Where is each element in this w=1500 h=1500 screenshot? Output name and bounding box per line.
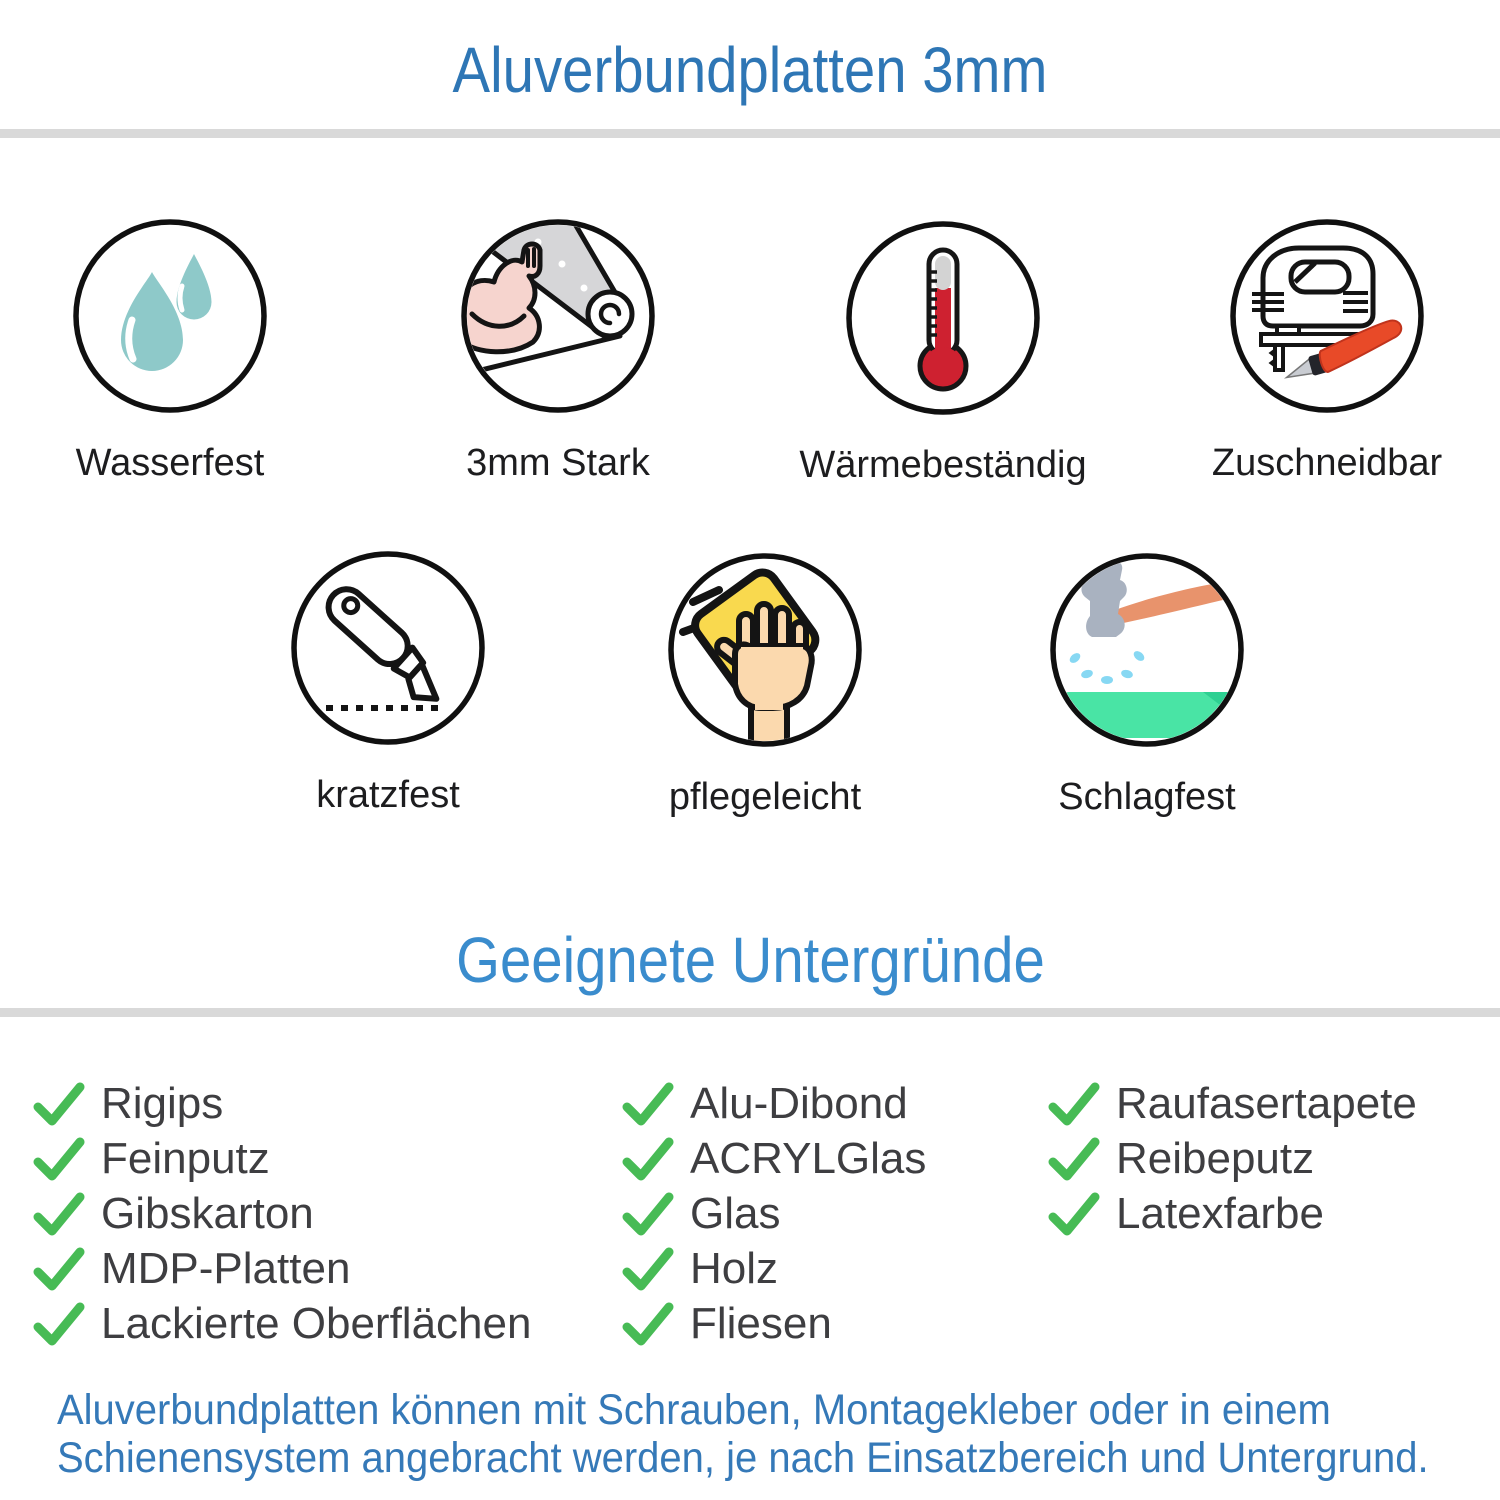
list-item: [622, 1241, 926, 1296]
list-item: [33, 1296, 531, 1351]
check-icon: [622, 1137, 674, 1181]
check-icon: [622, 1082, 674, 1126]
section-title: [0, 924, 1500, 996]
check-icon: [33, 1082, 85, 1126]
list-item-label: Lackierte Oberflächen: [101, 1298, 532, 1348]
feature-label: pflegeleicht: [668, 776, 862, 818]
mounting-note-line-2: Schienensystem angebracht werden, je nach Einsatzbereich und Untergrund.: [57, 1434, 1429, 1482]
list-item-label: Glas: [690, 1188, 781, 1238]
cleaning-hand-icon: [665, 550, 865, 750]
substrate-column-3: [1048, 1076, 1417, 1241]
check-icon: [33, 1192, 85, 1236]
list-item: [622, 1076, 926, 1131]
thermometer-icon: [843, 218, 1043, 418]
page-title-text: Aluverbundplatten 3mm: [452, 34, 1048, 106]
list-item: [622, 1296, 926, 1351]
feature-waermebestaendig: [799, 218, 1087, 487]
list-item-label: MDP-Platten: [101, 1243, 351, 1293]
water-drops-icon: [70, 216, 270, 416]
muscle-arm-icon: [458, 216, 658, 416]
feature-wasserfest: [30, 216, 310, 485]
list-item: [1048, 1076, 1417, 1131]
section-title-text: Geeignete Untergründe: [455, 924, 1045, 996]
feature-schlagfest: [1007, 550, 1287, 819]
list-item-label: Latexfarbe: [1116, 1188, 1324, 1238]
check-icon: [1048, 1192, 1100, 1236]
feature-label: kratzfest: [316, 774, 460, 816]
check-icon: [622, 1192, 674, 1236]
substrate-column-1: [33, 1076, 531, 1351]
check-icon: [33, 1302, 85, 1346]
list-item-label: ACRYLGlas: [690, 1133, 927, 1183]
divider-bar: [0, 1008, 1500, 1017]
feature-pflegeleicht: [625, 550, 905, 819]
check-icon: [1048, 1082, 1100, 1126]
check-icon: [622, 1247, 674, 1291]
jigsaw-icon: [1227, 216, 1427, 416]
list-item-label: Rigips: [101, 1078, 224, 1128]
feature-label: 3mm Stark: [466, 442, 650, 484]
list-item-label: Raufasertapete: [1116, 1078, 1417, 1128]
list-item-label: Reibeputz: [1116, 1133, 1315, 1183]
check-icon: [622, 1302, 674, 1346]
list-item-label: Holz: [690, 1243, 779, 1293]
list-item-label: Fliesen: [690, 1298, 832, 1348]
list-item-label: Alu-Dibond: [690, 1078, 908, 1128]
check-icon: [1048, 1137, 1100, 1181]
mounting-note-line-1: Aluverbundplatten können mit Schrauben, Montagekleber oder in einem: [57, 1386, 1331, 1434]
list-item: [33, 1186, 531, 1241]
list-item: [622, 1186, 926, 1241]
feature-label: Zuschneidbar: [1211, 442, 1443, 484]
list-item-label: Feinputz: [101, 1133, 270, 1183]
hammer-icon: [1047, 550, 1247, 750]
feature-3mm-stark: [418, 216, 698, 485]
list-item: [33, 1241, 531, 1296]
list-item: [1048, 1186, 1417, 1241]
feature-kratzfest: [248, 548, 528, 817]
utility-knife-icon: [288, 548, 488, 748]
feature-label: Wasserfest: [75, 442, 265, 484]
check-icon: [33, 1137, 85, 1181]
feature-zuschneidbar: [1187, 216, 1467, 485]
page-title: [0, 34, 1500, 106]
list-item: [33, 1076, 531, 1131]
check-icon: [33, 1247, 85, 1291]
list-item: [33, 1131, 531, 1186]
feature-label: Schlagfest: [1058, 776, 1236, 818]
list-item: [1048, 1131, 1417, 1186]
mounting-note: [57, 1386, 1500, 1482]
substrate-column-2: [622, 1076, 926, 1351]
list-item-label: Gibskarton: [101, 1188, 314, 1238]
list-item: [622, 1131, 926, 1186]
feature-label: Wärmebeständig: [799, 444, 1087, 486]
divider-bar: [0, 129, 1500, 138]
